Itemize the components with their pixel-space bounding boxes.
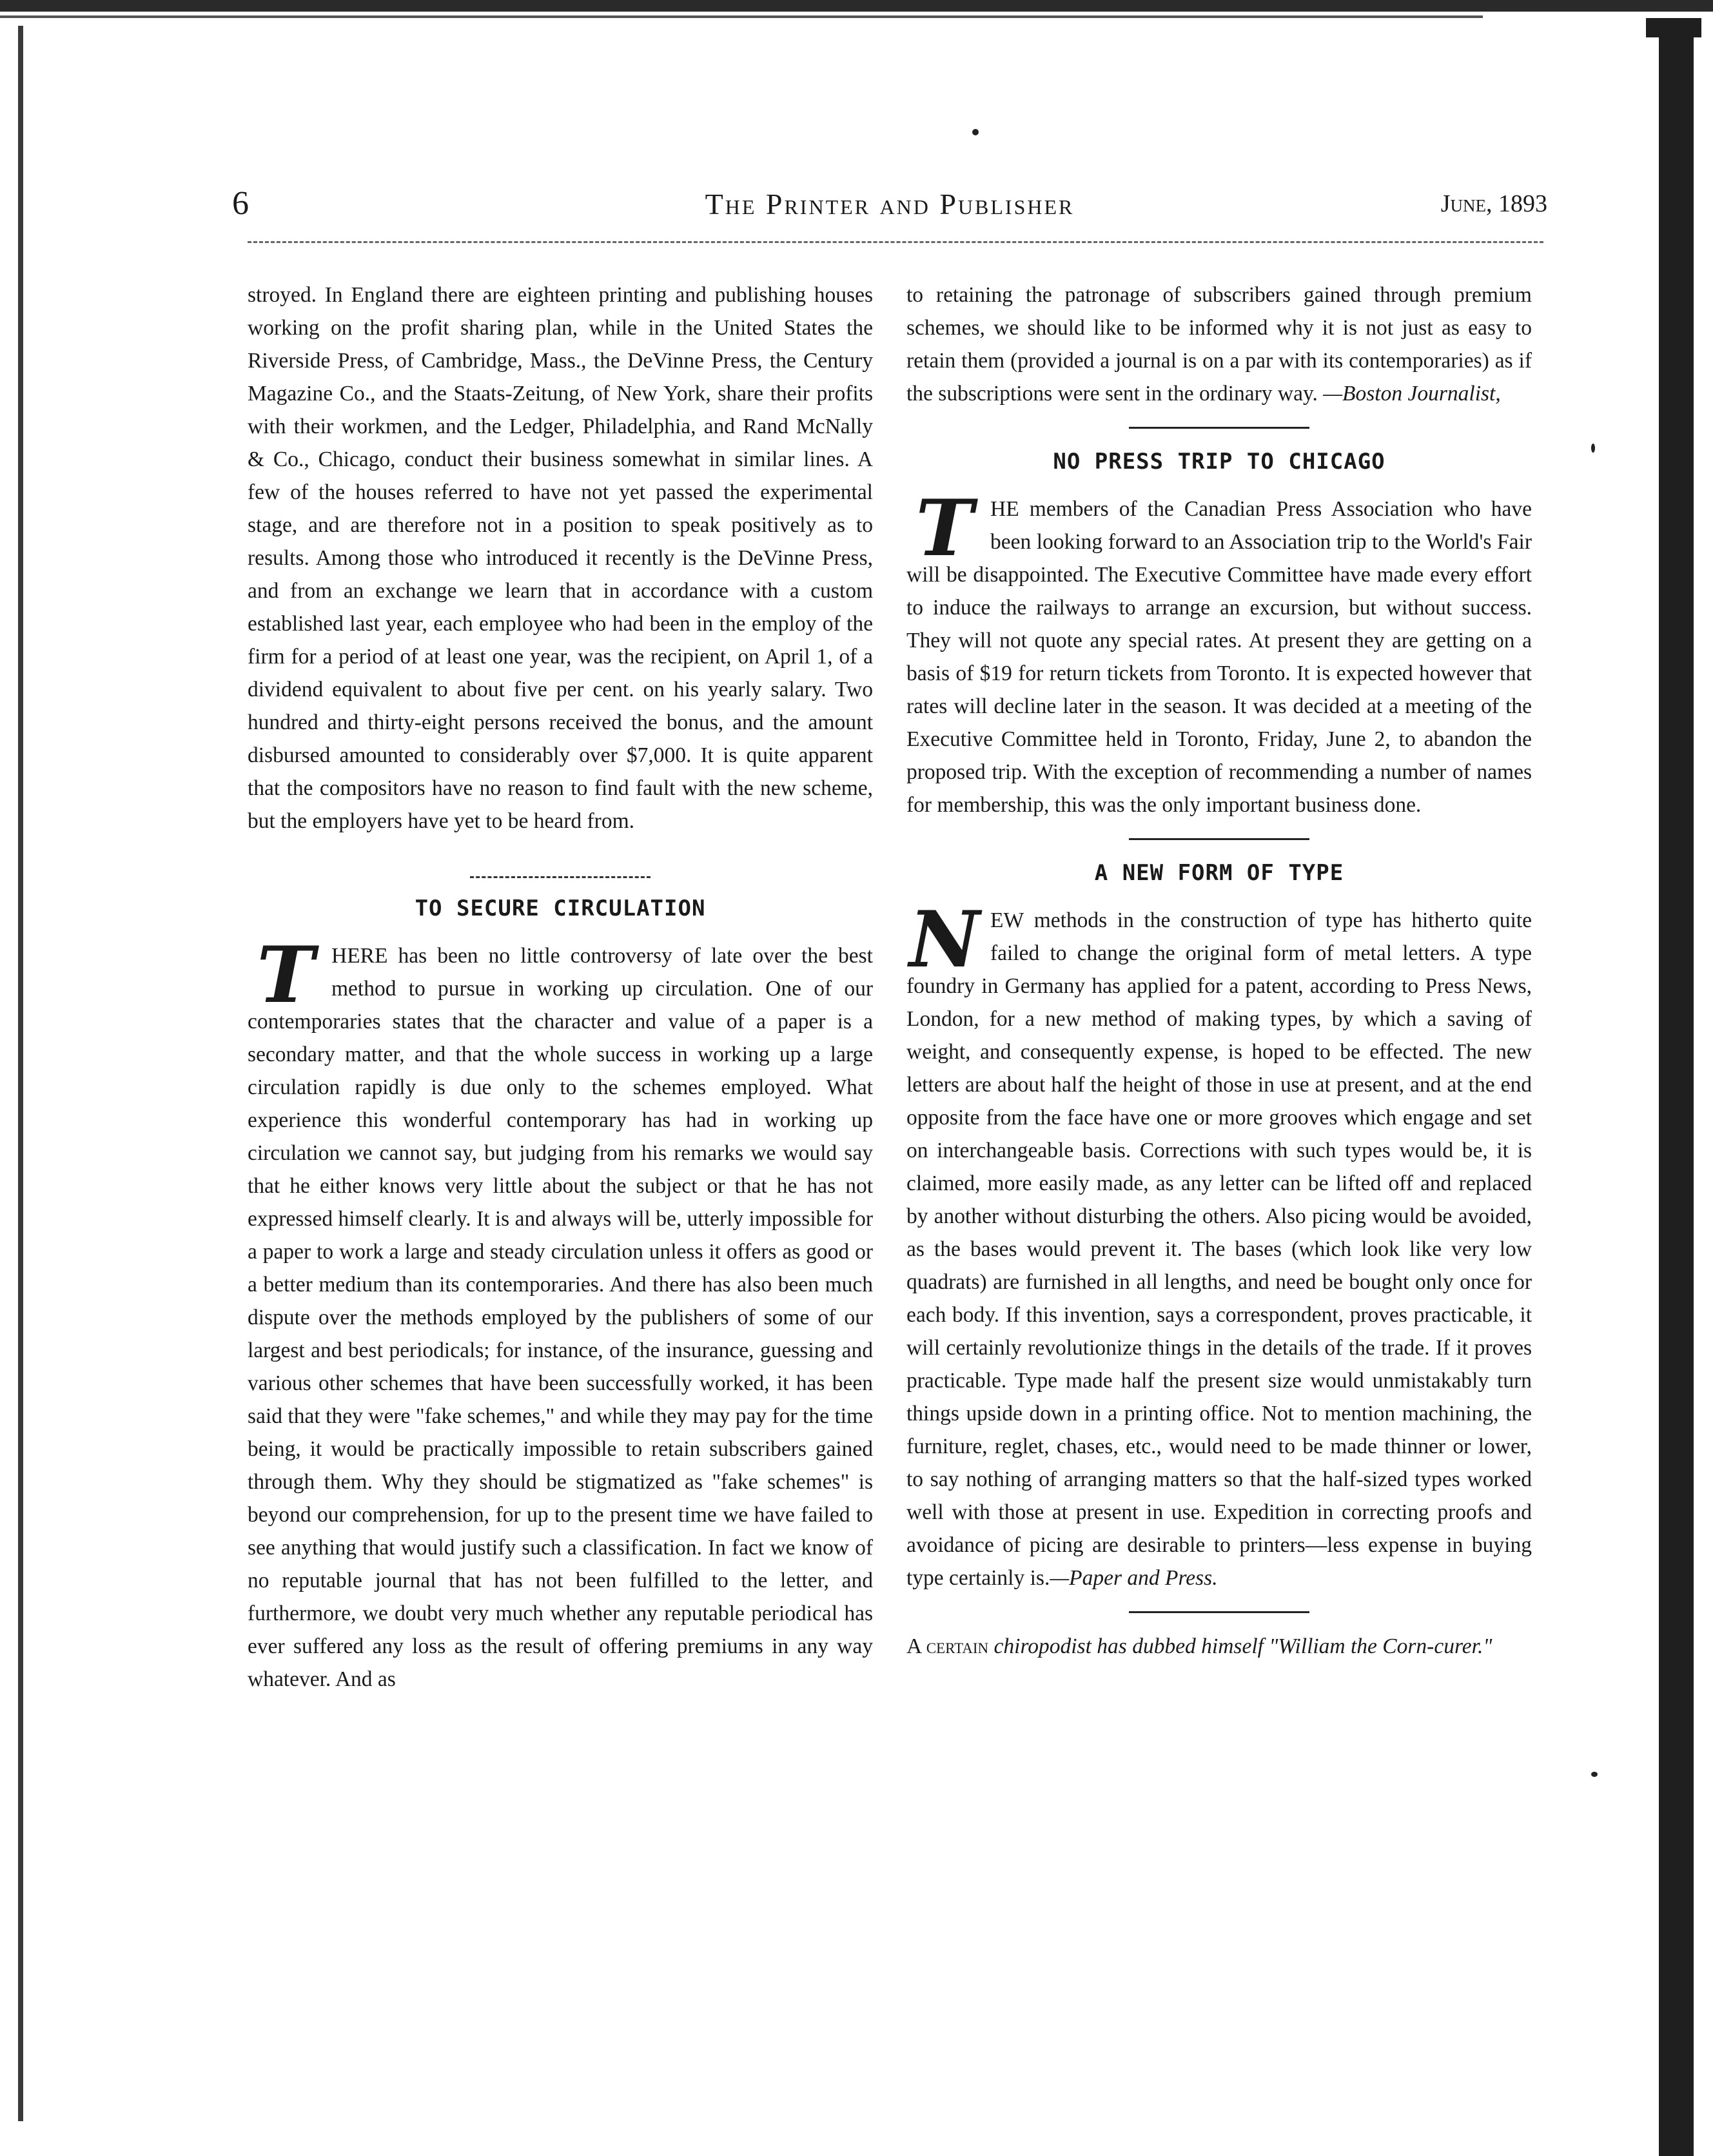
scan-edge-right xyxy=(1659,18,1694,2156)
issue-date: June, 1893 xyxy=(1440,190,1547,217)
left-column xyxy=(248,279,873,1696)
scan-speck xyxy=(1591,444,1595,453)
page-number: 6 xyxy=(232,185,249,222)
continued-text: to retaining the patronage of subscribers gained through premium schemes, we should like to be informed why it is not just as easy to retain them (provided a journal is on a par with its contemporaries) as if the subscriptions were sent in the ordinary way. xyxy=(906,283,1532,406)
scan-edge-top xyxy=(0,0,1713,12)
drop-cap: T xyxy=(257,930,315,1021)
article-heading-new-type: A NEW FORM OF TYPE xyxy=(1094,860,1344,886)
running-head xyxy=(232,184,1547,223)
article-body-circulation xyxy=(248,930,874,1696)
lead-word: HE xyxy=(990,497,1019,521)
article-heading-press-trip: NO PRESS TRIP TO CHICAGO xyxy=(1053,449,1385,475)
lead-word: HERE xyxy=(331,944,388,968)
article-body-press-trip xyxy=(906,483,1532,821)
header-rule xyxy=(248,241,1543,243)
continued-paragraph xyxy=(906,279,1532,410)
scan-speck xyxy=(972,129,979,135)
drop-cap: N xyxy=(909,894,980,985)
filler-item xyxy=(906,1630,1532,1663)
right-column xyxy=(906,279,1532,1663)
article-text: members of the Canadian Press Association who have been looking forward to an Association trip to the World's Fair will be disappointed. The Executive Committee have made every effort to induce the railways to arrange an excursion, but without success. They will not quote any special rates. At present they are getting on a basis of $19 for return tickets from Toronto. It is expected however that rates will decline later in the season. It was decided at a meeting of the Executive Committee held in Toronto, Friday, June 2, to abandon the proposed trip. With the exception of recommending a number of names for membership, this was the only important business done. xyxy=(906,497,1532,817)
scan-edge-line xyxy=(0,15,1483,18)
lead-word: EW xyxy=(990,908,1024,932)
scan-speck xyxy=(1591,1772,1598,1777)
source-credit: —Boston Journalist, xyxy=(1323,382,1501,406)
filler-text: chiropodist has dubbed himself "William the Corn-curer." xyxy=(988,1634,1493,1658)
lead-word: A certain xyxy=(906,1634,989,1658)
article-text: methods in the construction of type has hitherto quite failed to change the original form of metal letters. A type foundry in Germany has applied for a patent, according to Press News, London, for a new method of making types, by which a saving of weight, and consequently expense, is hoped to be effected. The new letters are about half the height of those in use at present, and at the end opposite from the face have one or more grooves which engage and set on interchangeable basis. Corrections with such types would be, it is claimed, more easily made, as any letter can be lifted off and replaced by another without disturbing the others. Also picing would be avoided, as the bases would prevent it. The bases (which look like very low quadrats) are furnished in all lengths, and need be bought only once for each body. If this invention, says a correspondent, proves practicable, it will certainly revolutionize things in the details of the trade. If it proves practicable. Type made half the present size would unmistakably turn things upside down in a printing office. Not to mention machining, the furniture, reglet, chases, etc., would need to be made thinner or lower, to say nothing of arranging matters so that the half-sized types worked well with those at present in use. Expedition in correcting proofs and avoidance of picing are desirable to printers—less expense in buying type certainly is. xyxy=(906,908,1532,1590)
article-text: has been no little controversy of late over the best method to pursue in working up circulation. One of our contemporaries states that the character and value of a paper is a secondary matter, and that the whole success in working up a large circulation rapidly is due only to the schemes employed. What experience this wonderful contemporary has had in working up circulation we cannot say, but judging from his remarks we would say that he either knows very little about the subject or that he has not expressed himself clearly. It is and always will be, utterly impossible for a paper to work a large and steady circulation unless it offers as good or a better medium than its contemporaries. And there has also been much dispute over the methods employed by the publishers of some of our largest and best periodicals; for instance, of the insurance, guessing and various other schemes that have been successfully worked, it has been said that they were "fake schemes," and while they may pay for the time being, it would be practically impossible to retain subscribers gained through them. Why they should be stigmatized as "fake schemes" is beyond our comprehension, for up to the present time we have failed to see anything that would justify such a classification. In fact we know of no reputable journal that has not been fulfilled to the letter, and furthermore, we doubt very much whether any reputable periodical has ever suffered any loss as the result of offering premiums in any way whatever. And as xyxy=(248,944,874,1691)
scan-edge-left xyxy=(18,26,23,2121)
journal-title: The Printer and Publisher xyxy=(705,188,1075,220)
continued-paragraph: stroyed. In England there are eighteen printing and publishing houses working on the profit sharing plan, while in the United States the Riverside Press, of Cambridge, Mass., the DeVinne Press, the Century Magazine Co., and the Staats-Zeitung, of New York, share their profits with their workmen, and the Ledger, Philadelphia, and Rand McNally & Co., Chicago, conduct their business somewhat in similar lines. A few of the houses referred to have not yet passed the experimental stage, and are therefore not in a position to speak positively as to results. Among those who introduced it recently is the DeVinne Press, and from an exchange we learn that in accordance with a custom established last year, each employee who had been in the employ of the firm for a period of at least one year, was the recipient, on April 1, of a dividend equivalent to about five per cent. on his yearly salary. Two hundred and thirty-eight persons received the bonus, and the amount disbursed amounted to considerably over $7,000. It is quite apparent that the compositors have no reason to find fault with the new scheme, but the employers have yet to be heard from. xyxy=(248,283,873,833)
article-heading-circulation: TO SECURE CIRCULATION xyxy=(415,896,706,921)
drop-cap: T xyxy=(915,483,974,574)
article-body-new-type xyxy=(906,894,1532,1594)
source-credit: —Paper and Press. xyxy=(1050,1566,1218,1590)
